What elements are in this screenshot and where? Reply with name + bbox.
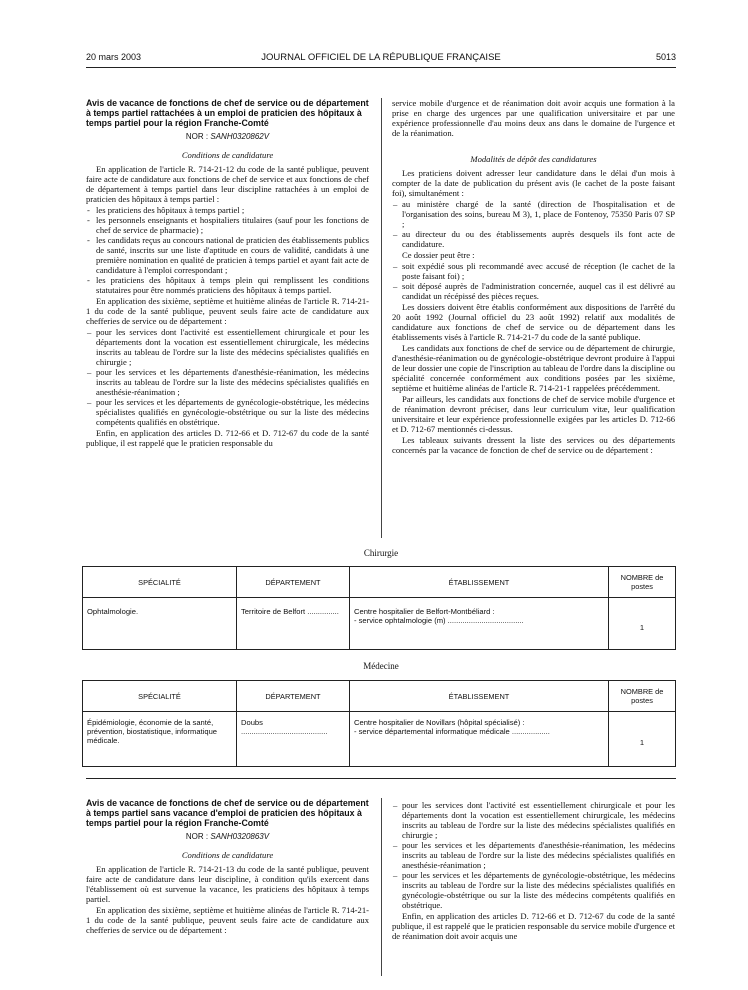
notice1-eligible-list bbox=[86, 205, 369, 295]
list-item: - les praticiens des hôpitaux à temps partiel ; bbox=[86, 205, 369, 215]
cell-departement: Doubs ......................................... bbox=[237, 712, 350, 767]
column-header: NOMBRE de postes bbox=[609, 567, 676, 598]
header-page-number: 5013 bbox=[655, 52, 676, 62]
cell-etablissement: Centre hospitalier de Belfort-Montbéliard : - service ophtalmologie (m) .................................... bbox=[350, 598, 609, 650]
notice2-title: Avis de vacance de fonctions de chef de service ou de département à temps partiel sans vacance d'emploi de praticien des hôpitaux à temps partiel pour la région Franche-Comté bbox=[86, 798, 369, 828]
column-header: SPÉCIALITÉ bbox=[83, 681, 237, 712]
table-row bbox=[83, 598, 676, 650]
list-item: - les candidats reçus au concours national de praticien des établissements publics de santé, inscrits sur une liste d'aptitude en cours de validité, candidats à une première nomination en qualité de praticien à temps partiel et ayant fait acte de candidature à l'emploi correspondant ; bbox=[86, 235, 369, 275]
cell-nombre: 1 bbox=[609, 712, 676, 767]
column-header: SPÉCIALITÉ bbox=[83, 567, 237, 598]
list-item: – soit expédié sous pli recommandé avec accusé de réception (le cachet de la poste faisant foi) ; bbox=[392, 261, 675, 281]
cell-specialite: Épidémiologie, économie de la santé, prévention, biostatistique, informatique médicale. bbox=[83, 712, 237, 767]
notice1-paragraph: Par ailleurs, les candidats aux fonctions de chef de service mobile d'urgence et de réanimation devront préciser, dans leur curriculum vitæ, leur qualification universitaire et leur expérience professionnelle exigées par les articles D. 712-66 et D. 712-67 mentionnés ci-dessus. bbox=[392, 394, 675, 434]
table-chirurgie bbox=[82, 566, 676, 650]
notice1-right-column bbox=[392, 98, 675, 456]
list-item: – pour les services et les départements d'anesthésie-réanimation, les médecins inscrits au tableau de l'ordre sur la liste des médecins spécialistes qualifiés en anesthésie-réanimation ; bbox=[392, 840, 675, 870]
notice1-address-list bbox=[392, 199, 675, 249]
notice2-conditions-title: Conditions de candidature bbox=[181, 850, 274, 860]
column-header: NOMBRE de postes bbox=[609, 681, 676, 712]
section-rule bbox=[86, 778, 676, 779]
notice1-paragraph: Les praticiens doivent adresser leur candidature dans le délai d'un mois à compter de la date de publication du présent avis (le cachet de la poste faisant foi), simultanément : bbox=[392, 168, 675, 198]
notice1-left-column bbox=[86, 98, 369, 449]
notice1-speciality-list bbox=[86, 327, 369, 427]
notice2-paragraph: Enfin, en application des articles D. 712-66 et D. 712-67 du code de la santé publique, il est rappelé que le praticien responsable du service mobile d'urgence et de réanimation doit avoir acquis une bbox=[392, 911, 675, 941]
list-item: – pour les services et les départements de gynécologie-obstétrique, les médecins inscrits au tableau de l'ordre sur la liste des médecins spécialistes qualifiés en gynécologie-obstétrique ou sur la liste des médecins compétents qualifiés en obstétrique. bbox=[392, 870, 675, 910]
table-row bbox=[83, 712, 676, 767]
notice1-paragraph: En application des sixième, septième et huitième alinéas de l'article R. 714-21-1 du code de la santé publique, peuvent seuls faire acte de candidature aux chefferies de service ou de département : bbox=[86, 296, 369, 326]
notice1-depot-title: Modalités de dépôt des candidatures bbox=[470, 154, 597, 164]
table-caption-medecine: Médecine bbox=[363, 661, 399, 671]
list-item: – au ministère chargé de la santé (direction de l'hospitalisation et de l'organisation des soins, bureau M 3), 1, place de Fontenoy, 75350 Paris 07 SP ; bbox=[392, 199, 675, 229]
table-medecine bbox=[82, 680, 676, 767]
cell-etablissement: Centre hospitalier de Novillars (hôpital spécialisé) : - service départemental informatique médicale .................. bbox=[350, 712, 609, 767]
notice1-paragraph: Les dossiers doivent être établis conformément aux dispositions de l'arrêté du 20 août 1992 (Journal officiel du 23 août 1992) relatif aux modalités de candidature aux fonctions de chef de service ou de département dans les établissements visés à l'article R. 714-21-7 du code de la santé publique. bbox=[392, 302, 675, 342]
column-divider bbox=[381, 98, 382, 538]
notice2-paragraph: En application de l'article R. 714-21-13 du code de la santé publique, peuvent faire acte de candidature dans leur discipline, à condition qu'ils exercent dans l'établissement où est survenue la vacance, les praticiens des hôpitaux à temps partiel. bbox=[86, 864, 369, 904]
list-item: – pour les services et les départements d'anesthésie-réanimation, les médecins inscrits au tableau de l'ordre sur la liste des médecins spécialistes qualifiés en anesthésie-réanimation ; bbox=[86, 367, 369, 397]
list-item: - les personnels enseignants et hospitaliers titulaires (sauf pour les fonctions de chef de service de pharmacie) ; bbox=[86, 215, 369, 235]
notice1-paragraph: Les tableaux suivants dressent la liste des services ou des départements concernés par la vacance de fonction de chef de service ou de département : bbox=[392, 435, 675, 455]
page-header bbox=[86, 52, 676, 66]
notice1-paragraph: Enfin, en application des articles D. 712-66 et D. 712-67 du code de la santé publique, il est rappelé que le praticien responsable du bbox=[86, 428, 369, 448]
list-item: – pour les services et les départements de gynécologie-obstétrique, les médecins spécialistes qualifiés en gynécologie-obstétrique ou sur la liste des médecins compétents qualifiés en obstétrique. bbox=[86, 397, 369, 427]
header-rule bbox=[86, 67, 676, 68]
cell-departement: Territoire de Belfort ............... bbox=[237, 598, 350, 650]
notice2-paragraph: En application des sixième, septième et huitième alinéas de l'article R. 714-21-1 du code de la santé publique, peuvent seuls faire acte de candidature aux chefferies de service ou de département : bbox=[86, 905, 369, 935]
column-header: DÉPARTEMENT bbox=[237, 567, 350, 598]
notice1-conditions-title: Conditions de candidature bbox=[181, 150, 274, 160]
cell-nombre: 1 bbox=[609, 598, 676, 650]
list-item: – au directeur du ou des établissements auprès desquels ils font acte de candidature. bbox=[392, 229, 675, 249]
notice1-dossier-list bbox=[392, 261, 675, 301]
notice2-speciality-list bbox=[392, 800, 675, 910]
list-item: – pour les services dont l'activité est essentiellement chirurgicale et pour les départements dont la vocation est essentiellement chirurgicale, les médecins inscrits au tableau de l'ordre sur la liste des médecins spécialistes qualifiés en chirurgie ; bbox=[86, 327, 369, 367]
list-item: - les praticiens des hôpitaux à temps plein qui remplissent les conditions statutaires pour être nommés praticiens des hôpitaux à temps partiel. bbox=[86, 275, 369, 295]
notice1-paragraph: Les candidats aux fonctions de chef de service ou de département de chirurgie, d'anesthésie-réanimation ou de gynécologie-obstétrique devront produire à l'appui de leur dossier une copie de l'inscription au tableau de l'ordre dans la discipline ou spécialité concernée conformément aux conditions posées par les sixième, septième et huitième alinéas de l'article R. 714-21-1 rappelées précédemment. bbox=[392, 343, 675, 393]
column-header: DÉPARTEMENT bbox=[237, 681, 350, 712]
notice1-paragraph: service mobile d'urgence et de réanimation doit avoir acquis une formation à la prise en charge des urgences par une qualification universitaire et par une expérience professionnelle d'au moins deux ans dans le domaine de l'urgence et de la réanimation. bbox=[392, 98, 675, 138]
list-item: – soit déposé auprès de l'administration concernée, auquel cas il est délivré au candidat un récépissé des pièces reçues. bbox=[392, 281, 675, 301]
notice1-paragraph: En application de l'article R. 714-21-12 du code de la santé publique, peuvent faire acte de candidature aux fonctions de chef de service et aux fonctions de chef de département à temps partiel dans leur discipline rattachées à un emploi de praticien des hôpitaux à temps partiel : bbox=[86, 164, 369, 204]
column-header: ÉTABLISSEMENT bbox=[350, 567, 609, 598]
header-date: 20 mars 2003 bbox=[86, 52, 142, 62]
table-caption-chirurgie: Chirurgie bbox=[363, 548, 399, 558]
header-title: JOURNAL OFFICIEL DE LA RÉPUBLIQUE FRANÇAISE bbox=[261, 52, 501, 63]
notice1-nor: NOR : SANH0320862V bbox=[185, 132, 270, 141]
notice1-title: Avis de vacance de fonctions de chef de service ou de département à temps partiel rattachées à un emploi de praticien des hôpitaux à temps partiel pour la région Franche-Comté bbox=[86, 98, 369, 128]
cell-specialite: Ophtalmologie. bbox=[83, 598, 237, 650]
notice1-paragraph: Ce dossier peut être : bbox=[402, 250, 475, 260]
column-header: ÉTABLISSEMENT bbox=[350, 681, 609, 712]
list-item: – pour les services dont l'activité est essentiellement chirurgicale et pour les départements dont la vocation est essentiellement chirurgicale, les médecins inscrits au tableau de l'ordre sur la liste des médecins spécialistes qualifiés en chirurgie ; bbox=[392, 800, 675, 840]
notice2-nor: NOR : SANH0320863V bbox=[185, 832, 270, 841]
notice2-right-column bbox=[392, 800, 675, 942]
column-divider bbox=[381, 798, 382, 976]
notice2-left-column bbox=[86, 798, 369, 936]
